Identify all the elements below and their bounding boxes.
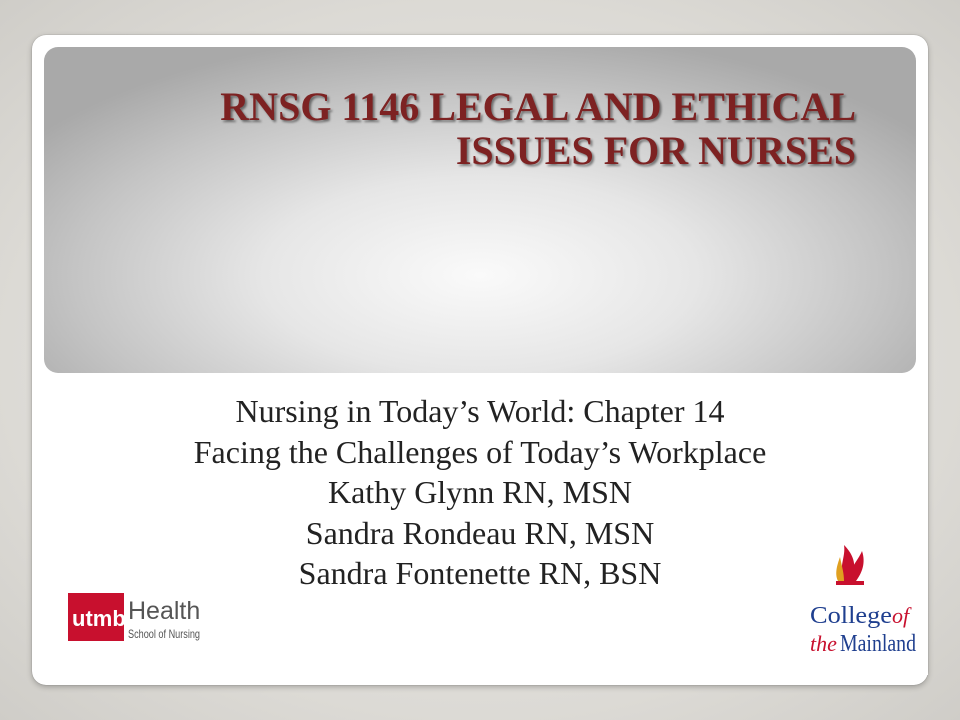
subtitle-topic: Facing the Challenges of Today’s Workplace — [193, 433, 767, 470]
slide — [32, 35, 928, 685]
title-line-2: ISSUES FOR NURSES — [455, 128, 856, 173]
college-text: College — [810, 603, 892, 629]
college-of-text: of — [892, 603, 910, 628]
college-of-the-mainland-logo — [788, 545, 928, 675]
utmb-school-text: School of Nursing — [128, 627, 200, 641]
author-2: Sandra Rondeau RN, MSN — [305, 514, 655, 551]
subtitle-chapter: Nursing in Today’s World: Chapter 14 — [235, 393, 725, 429]
utmb-mark: utmb — [72, 606, 126, 631]
college-the-text: the — [810, 631, 837, 656]
college-mainland-text: Mainland — [840, 631, 916, 657]
title-banner — [44, 47, 916, 373]
author-1: Kathy Glynn RN, MSN — [327, 474, 632, 510]
utmb-health-text: Health — [128, 597, 201, 625]
utmb-health-logo — [68, 593, 238, 643]
flame-icon — [836, 545, 864, 585]
title-line-1: RNSG 1146 LEGAL AND ETHICAL — [220, 84, 856, 129]
author-3: Sandra Fontenette RN, BSN — [298, 555, 662, 591]
slide-title — [156, 85, 856, 173]
